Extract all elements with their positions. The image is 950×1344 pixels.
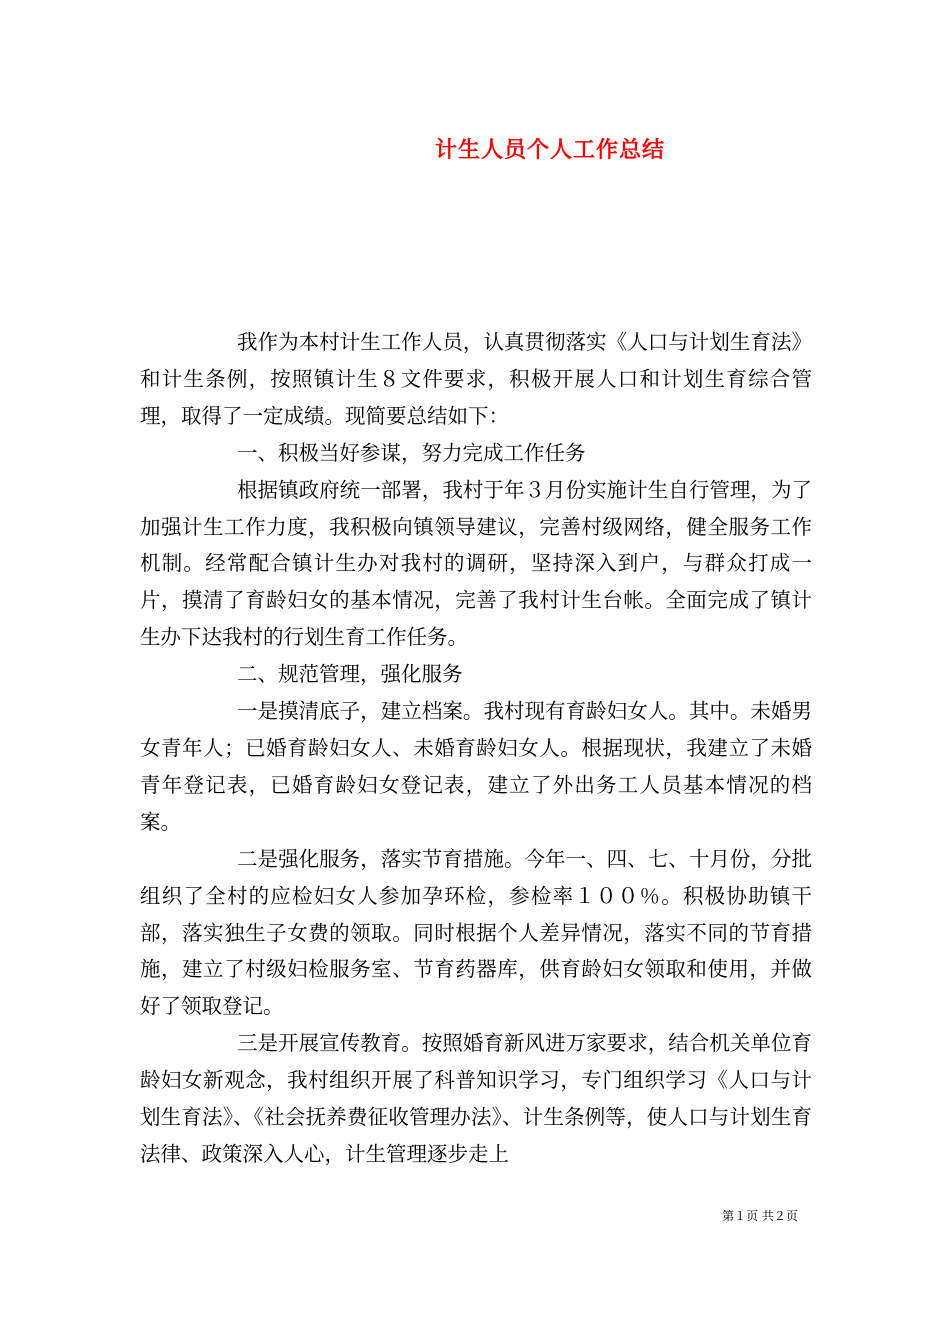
document-body [140,324,812,1173]
section-2-paragraph-2: 二是强化服务，落实节育措施。今年一、四、七、十月份，分批组织了全村的应检妇女人参加孕环检，参检率１００％。积极协助镇干部，落实独生子女费的领取。同时根据个人差异情况，落实不同的节育措施，建立了村级妇检服务室、节育药器库，供育龄妇女领取和使用，并做好了领取登记。 [140,846,812,1019]
page-number: 第１页 共２页 [722,1209,798,1223]
page-title: 计生人员个人工作总结 [434,138,665,163]
section-2-paragraph-1: 一是摸清底子，建立档案。我村现有育龄妇女人。其中。未婚男女青年人；已婚育龄妇女人、未婚育龄妇女人。根据现状，我建立了未婚青年登记表，已婚育龄妇女登记表，建立了外出务工人员基本情况的档案。 [140,699,812,834]
intro-paragraph: 我作为本村计生工作人员，认真贯彻落实《人口与计划生育法》和计生条例，按照镇计生８文件要求，积极开展人口和计划生育综合管理，取得了一定成绩。现简要总结如下： [140,330,812,428]
section-1-paragraph: 根据镇政府统一部署，我村于年３月份实施计生自行管理，为了加强计生工作力度，我积极向镇领导建议，完善村级网络，健全服务工作机制。经常配合镇计生办对我村的调研，坚持深入到户，与群众打成一片，摸清了育龄妇女的基本情况，完善了我村计生台帐。全面完成了镇计生办下达我村的行划生育工作任务。 [140,477,812,650]
section-2-paragraph-3: 三是开展宣传教育。按照婚育新风进万家要求，结合机关单位育龄妇女新观念，我村组织开展了科普知识学习，专门组织学习《人口与计划生育法》、《社会抚养费征收管理办法》、计生条例等，使人口与计划生育法律、政策深入人心，计生管理逐步走上 [140,1031,812,1166]
section-heading-2: 二、规范管理，强化服务 [237,662,463,687]
section-heading-1: 一、积极当好参谋，努力完成工作任务 [237,440,586,465]
